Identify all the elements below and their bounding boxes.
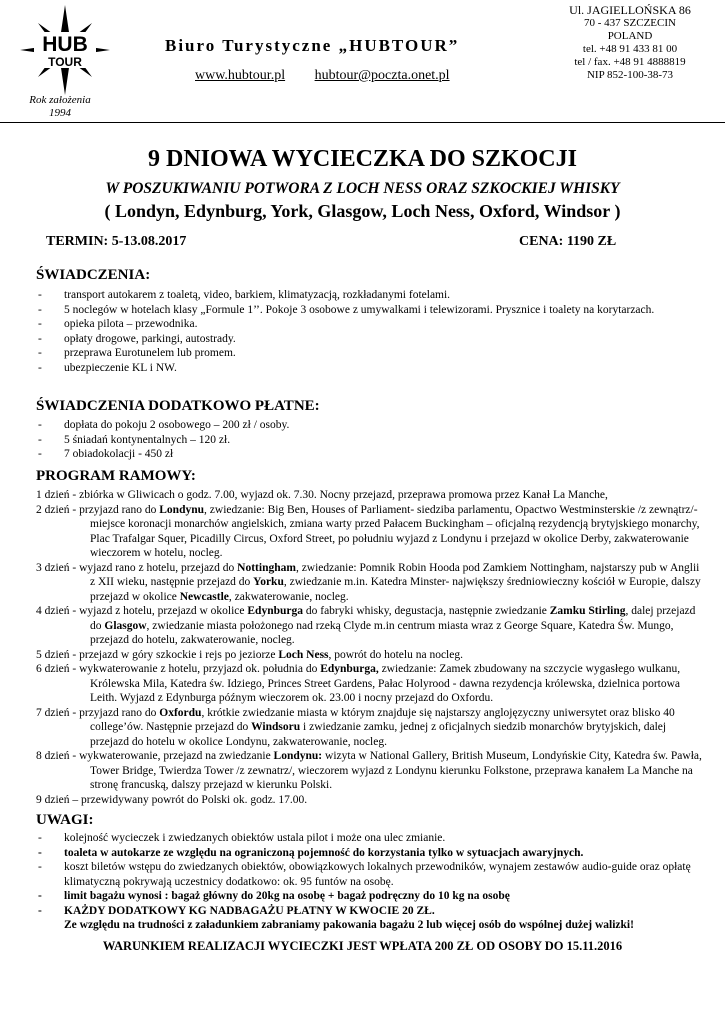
list-item: - przeprawa Eurotunelem lub promem.: [36, 346, 696, 361]
trip-term: TERMIN: 5-13.08.2017: [46, 234, 187, 249]
contact-links: [195, 68, 476, 84]
program-day-8: 8 dzień - wykwaterowanie, przejazd na zwiedzanie Londynu: wizyta w National Gallery, British Museum, Londyńskie City, Katedra św. Pawła, Tower Bridge, Twierdza Tower /z zewnatrz/, wieczorem wyjazd z Londynu kierunku Folkstone, przeprawa kanałem La Manche na stronę francuską, dalszy przejazd w kierunku Polski.: [36, 750, 702, 791]
list-item: - toaleta w autokarze ze względu na ograniczoną pojemność do korzystania tylko w sytuacjach awaryjnych.: [36, 846, 696, 861]
address-street: Ul. JAGIELLOŃSKA 86: [569, 3, 691, 17]
email-link[interactable]: hubtour@poczta.onet.pl: [314, 68, 450, 83]
notes-list: [36, 831, 696, 933]
program-day-1: 1 dzień - zbiórka w Gliwicach o godz. 7.00, wyjazd ok. 7.30. Nocny przejazd, przeprawa promowa przez Kanał La Manche,: [36, 489, 608, 501]
program-list: [36, 488, 706, 807]
program-day-7: 7 dzień - przyjazd rano do Oxfordu, krótkie zwiedzanie miasta w którym znajduje się najstarszy anglojęzyczny uniwersytet oraz blisko 40 college’ów. Następnie przejazd do Windsoru i zwiedzanie zamku, jednej z oficjalnych siedzib monarchów brytyjskich, dalej przejazd do hotelu w okolice Londynu, zakwaterowanie, nocleg.: [36, 706, 675, 748]
list-item: - 5 noclegów w hotelach klasy „Formule 1’’. Pokoje 3 osobowe z umywalkami i telewizorami. Prysznice i toalety na korytarzach.: [36, 303, 696, 318]
address-country: POLAND: [607, 30, 653, 42]
cities-list: ( Londyn, Edynburg, York, Glasgow, Loch Ness, Oxford, Windsor ): [104, 201, 621, 221]
list-item: - limit bagażu wynosi : bagaż główny do 20kg na osobę + bagaż podręczny do 10 kg na osobę: [36, 889, 696, 904]
list-item: - dopłata do pokoju 2 osobowego – 200 zł / osoby.: [36, 418, 696, 433]
address-phone: tel. +48 91 433 81 00: [582, 43, 678, 55]
address-postal: 70 - 437 SZCZECIN: [584, 17, 676, 29]
website-link[interactable]: www.hubtour.pl: [195, 68, 286, 83]
logo-star-icon: [20, 5, 110, 95]
list-item: - ubezpieczenie KL i NW.: [36, 361, 696, 376]
program-day-9: 9 dzień – przewidywany powrót do Polski ok. godz. 17.00.: [36, 793, 308, 806]
list-item: - 7 obiadokolacji - 450 zł: [36, 447, 696, 462]
address-fax: tel / fax. +48 91 4888819: [574, 56, 686, 68]
trip-price: CENA: 1190 ZŁ: [519, 234, 617, 249]
list-item: - koszt biletów wstępu do zwiedzanych obiektów, obowiązkowych lokalnych przewodników, wynajem zestawów audio-guide oraz opłatę klimatyczną pokrywają uczestnicy dodatkowo: ok. 95 funtów na osobę.: [36, 860, 696, 889]
address-nip: NIP 852-100-38-73: [586, 69, 674, 81]
program-day-5: 5 dzień - przejazd w góry szkockie i rejs po jeziorze Loch Ness, powrót do hotelu na nocleg.: [36, 648, 463, 661]
services-heading: ŚWIADCZENIA:: [36, 267, 151, 283]
founded-info: [20, 94, 100, 120]
extra-heading: ŚWIADCZENIA DODATKOWO PŁATNE:: [36, 398, 320, 414]
founded-year: 1994: [49, 107, 71, 119]
program-day-4: 4 dzień - wyjazd z hotelu, przejazd w okolice Edynburga do fabryki whisky, degustacja, następnie zwiedzanie Zamku Stirling, dalej przejazd do Glasgow, zwiedzanie miasta położonego nad rzeką Clyde m.in centrum miasta wraz z George Square, Katedra Św. Mungo, przejazd do hotelu, zakwaterowanie, nocleg.: [36, 605, 696, 646]
list-item: - 5 śniadań kontynentalnych – 120 zł.: [36, 433, 696, 448]
page-subtitle: W POSZUKIWANIU POTWORA Z LOCH NESS ORAZ SZKOCKIEJ WHISKY: [105, 180, 620, 197]
company-logo: [20, 5, 110, 95]
program-heading: PROGRAM RAMOWY:: [36, 468, 196, 484]
header-divider: [0, 122, 725, 123]
logo-text-bottom: TOUR: [48, 55, 82, 69]
logo-text-top: HUB: [42, 33, 88, 56]
list-item: - KAŻDY DODATKOWY KG NADBAGAŻU PŁATNY W KWOCIE 20 ZŁ.: [36, 904, 696, 919]
program-day-3: 3 dzień - wyjazd rano z hotelu, przejazd do Nottingham, zwiedzanie: Pomnik Robin Hooda pod Zamkiem Nottingham, najstarszy pub w Anglii z XII wieku, następnie przejazd do Yorku, zwiedzanie m.in. Katedra Minster- największy średniowieczny kościół w Europie, dalszy przejazd w okolice Newcastle, zakwaterowanie, nocleg.: [36, 561, 701, 603]
list-item: - opłaty drogowe, parkingi, autostrady.: [36, 332, 696, 347]
program-day-6: 6 dzień - wykwaterowanie z hotelu, przyjazd ok. południa do Edynburga, zwiedzanie: Zamek zbudowany na szczycie wygasłego wulkanu, Królewska Mila, Katedra św. Idziego, Princes Street Gardens, Pałac Holyrood - dawna rezydencja królewska, dzielnica portowa Leith. Wyjazd z Edynburga późnym wieczorem ok. 23.00 i nocny przejazd do Oxfordu.: [36, 663, 681, 704]
payment-condition: WARUNKIEM REALIZACJI WYCIECZKI JEST WPŁATA 200 ZŁ OD OSOBY DO 15.11.2016: [102, 939, 623, 953]
list-item: - kolejność wycieczek i zwiedzanych obiektów ustala pilot i może ona ulec zmianie.: [36, 831, 696, 846]
program-day-2: 2 dzień - przyjazd rano do Londynu, zwiedzanie: Big Ben, Houses of Parliament- siedziba parlamentu, Opactwo Westminsterskie /z zewnątrz/- miejsce koronacji monarchów angielskich, zmiana warty przed Pałacem Buckingham – oficjalną rezydencją brytyjskiego monarchy, Plac Trafalgar Squer, Picadilly Circus, Oxford Street, po południu wyjazd z Londynu i przejazd w okolice Derby, zakwaterowanie wieczorem w hotelu, nocleg.: [36, 503, 700, 559]
company-address: [540, 4, 720, 82]
founded-label: Rok założenia: [29, 94, 91, 106]
page-title: 9 DNIOWA WYCIECZKA DO SZKOCJI: [148, 146, 577, 172]
notes-heading: UWAGI:: [36, 812, 94, 828]
extra-list: [36, 418, 696, 462]
list-item: - transport autokarem z toaletą, video, barkiem, klimatyzacją, rozkładanymi fotelami.: [36, 288, 696, 303]
list-item: - opieka pilota – przewodnika.: [36, 317, 696, 332]
services-list: [36, 288, 696, 375]
company-name: Biuro Turystyczne „HUBTOUR”: [165, 36, 460, 55]
luggage-warning: Ze względu na trudności z załadunkiem zabraniamy pakowania bagażu 2 lub więcej osób do wspólnej dużej walizki!: [64, 919, 634, 931]
